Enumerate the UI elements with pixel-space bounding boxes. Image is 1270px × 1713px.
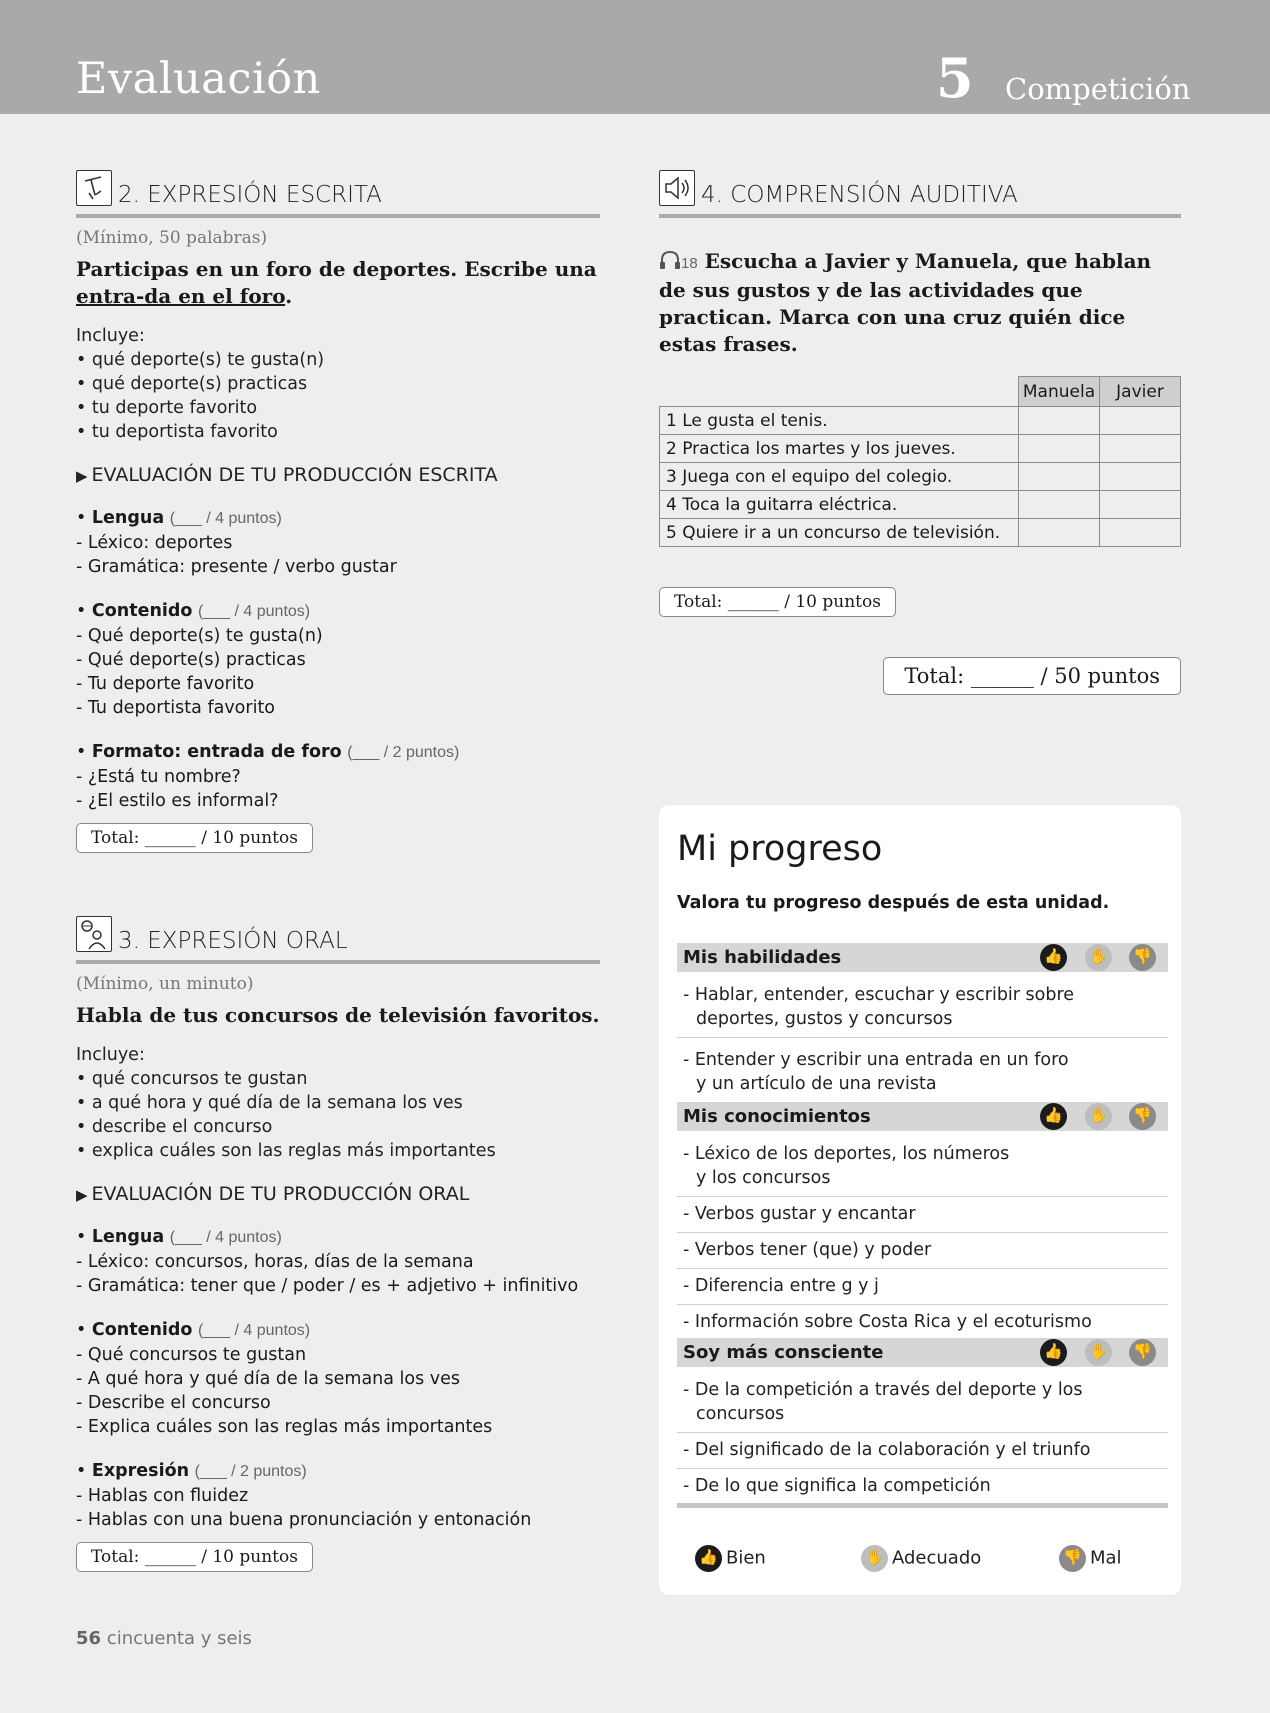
table-row (660, 407, 1181, 435)
criterion-line: - Gramática: tener que / poder / es + adjetivo + infinitivo (76, 1276, 579, 1296)
band-habilidades (677, 943, 1168, 972)
item-text: - Verbos tener (que) y poder (683, 1240, 932, 1260)
checkbox-cell-javier[interactable] (1100, 407, 1181, 435)
criterion-line: - Léxico: deportes (76, 533, 233, 553)
item-text: - De lo que significa la competición (683, 1476, 991, 1496)
table-corner (660, 377, 1019, 407)
band-consciente (677, 1338, 1168, 1367)
play-triangle-icon: ▶ (76, 1186, 88, 1204)
progress-panel (659, 805, 1181, 1595)
column-header-manuela: Manuela (1019, 377, 1100, 407)
legend-label: Mal (1090, 1547, 1122, 1569)
criterion-points: (___ / 2 puntos) (194, 1463, 307, 1480)
evaluation-title: EVALUACIÓN DE TU PRODUCCIÓN ESCRITA (91, 464, 498, 486)
checkbox-cell-manuela[interactable] (1019, 491, 1100, 519)
list-item: • tu deporte favorito (76, 396, 600, 420)
play-triangle-icon: ▶ (76, 467, 88, 485)
speaking-people-icon (76, 916, 112, 952)
item-text: y un artículo de una revista (696, 1074, 937, 1094)
checkbox-cell-manuela[interactable] (1019, 407, 1100, 435)
band-label: Mis habilidades (683, 947, 842, 968)
prompt-text: Escucha a Javier y Manuela, que hablan de sus gustos y de las actividades que practican. Marca con una cruz quién dice estas frases. (659, 249, 1152, 356)
item-text: - Diferencia entre g y j (683, 1276, 879, 1296)
prompt-underlined: entra-da en el foro (76, 284, 286, 308)
prompt-end: . (285, 284, 293, 308)
speaker-icon (659, 170, 695, 206)
divider (677, 1232, 1168, 1233)
criterion-line: - ¿Está tu nombre? (76, 767, 241, 787)
section-comprension-auditiva (659, 170, 1181, 695)
list-item: • explica cuáles son las reglas más importantes (76, 1139, 600, 1163)
criterion-line: - Hablas con fluidez (76, 1486, 249, 1506)
thumb-sideways-icon[interactable]: ✋ (1085, 1339, 1112, 1366)
thumb-sideways-icon[interactable]: ✋ (1085, 944, 1112, 971)
criterion-line: - Qué concursos te gustan (76, 1345, 307, 1365)
thumb-down-icon: 👎 (1059, 1545, 1086, 1572)
list-item (677, 1378, 1168, 1426)
row-sentence: 2 Practica los martes y los jueves. (660, 435, 1019, 463)
criterion-lengua: • Lengua (___ / 4 puntos) - Léxico: deportes - Gramática: presente / verbo gustar (76, 506, 600, 579)
legend-label: Adecuado (892, 1547, 982, 1569)
thumb-up-icon[interactable]: 👍 (1040, 1103, 1067, 1130)
band-label: Mis conocimientos (683, 1106, 871, 1127)
criterion-line: - Qué deporte(s) te gusta(n) (76, 626, 323, 646)
divider (677, 1304, 1168, 1305)
list-item (677, 1048, 1168, 1096)
section-title: 4. COMPRENSIÓN AUDITIVA (701, 182, 1018, 208)
legend-adecuado (861, 1545, 981, 1572)
list-item (677, 1474, 1168, 1498)
criterion-points: (___ / 4 puntos) (198, 603, 311, 620)
table-row (660, 491, 1181, 519)
prompt-text: Participas en un foro de deportes. Escribe una (76, 257, 597, 281)
item-text: - Léxico de los deportes, los números (683, 1144, 1010, 1164)
list-item (677, 1238, 1168, 1262)
thumb-up-icon[interactable]: 👍 (1040, 1339, 1067, 1366)
criterion-label: Contenido (91, 1320, 193, 1340)
list-item (677, 983, 1168, 1031)
criterion-line: - Hablas con una buena pronunciación y entonación (76, 1510, 532, 1530)
criterion-line: - Gramática: presente / verbo gustar (76, 557, 397, 577)
band-label: Soy más consciente (683, 1342, 884, 1363)
item-text: - Entender y escribir una entrada en un foro (683, 1050, 1069, 1070)
section-header (76, 916, 600, 964)
writing-hand-icon (76, 170, 112, 206)
band-conocimientos (677, 1102, 1168, 1131)
list-item (677, 1274, 1168, 1298)
table-row (660, 463, 1181, 491)
row-sentence: 1 Le gusta el tenis. (660, 407, 1019, 435)
list-item (677, 1310, 1168, 1334)
criterion-line: - A qué hora y qué día de la semana los ves (76, 1369, 461, 1389)
criterion-line: - Explica cuáles son las reglas más importantes (76, 1417, 493, 1437)
task-prompt: Habla de tus concursos de televisión favoritos. (76, 1003, 600, 1027)
grand-total-box: Total: ______ / 50 puntos (883, 657, 1181, 695)
column-header-javier: Javier (1100, 377, 1181, 407)
criterion-line: - Describe el concurso (76, 1393, 271, 1413)
list-item (677, 1202, 1168, 1226)
minimum-note: (Mínimo, 50 palabras) (76, 228, 268, 248)
criterion-points: (___ / 4 puntos) (169, 510, 282, 527)
headphones-icon (659, 250, 681, 277)
list-item: • qué concursos te gustan (76, 1067, 600, 1091)
total-box: Total: ______ / 10 puntos (76, 823, 313, 853)
thumb-up-icon[interactable]: 👍 (1040, 944, 1067, 971)
thumb-sideways-icon[interactable]: ✋ (1085, 1103, 1112, 1130)
table-row (660, 435, 1181, 463)
criterion-points: (___ / 4 puntos) (169, 1229, 282, 1246)
row-sentence: 5 Quiere ir a un concurso de televisión. (660, 519, 1019, 547)
table-row (660, 519, 1181, 547)
criterion-expresion: • Expresión (___ / 2 puntos) - Hablas con fluidez - Hablas con una buena pronunciación y entonación (76, 1459, 600, 1532)
thumb-down-icon[interactable]: 👎 (1129, 1339, 1156, 1366)
task-prompt (659, 248, 1181, 358)
criterion-label: Lengua (91, 1227, 165, 1247)
checkbox-cell-manuela[interactable] (1019, 463, 1100, 491)
item-text: - Del significado de la colaboración y el triunfo (683, 1440, 1091, 1460)
unit-number: 5 (936, 46, 974, 110)
evaluation-heading (76, 464, 600, 486)
progress-title: Mi progreso (677, 829, 883, 869)
criterion-label: Formato: entrada de foro (91, 742, 342, 762)
section-title: 3. EXPRESIÓN ORAL (118, 928, 348, 954)
list-item (677, 1142, 1168, 1190)
criterion-lengua: • Lengua (___ / 4 puntos) - Léxico: concursos, horas, días de la semana - Gramática: tener que / poder / es + adjetivo + infinitivo (76, 1225, 600, 1298)
item-text: concursos (696, 1404, 785, 1424)
page-number-words: cincuenta y seis (106, 1628, 252, 1649)
unit-name: Competición (1005, 72, 1191, 106)
criterion-line: - Léxico: concursos, horas, días de la semana (76, 1252, 474, 1272)
list-item: • a qué hora y qué día de la semana los ves (76, 1091, 600, 1115)
list-item: • describe el concurso (76, 1115, 600, 1139)
item-text: - Información sobre Costa Rica y el ecoturismo (683, 1312, 1092, 1332)
criterion-line: - ¿El estilo es informal? (76, 791, 279, 811)
criterion-line: - Qué deporte(s) practicas (76, 650, 306, 670)
grand-total-wrap (659, 647, 1181, 695)
list-item: • qué deporte(s) te gusta(n) (76, 348, 600, 372)
checkbox-cell-javier[interactable] (1100, 519, 1181, 547)
row-sentence: 4 Toca la guitarra eléctrica. (660, 491, 1019, 519)
page-number: 56 (76, 1628, 102, 1649)
incluye-label: Incluye: (76, 1045, 145, 1065)
divider (677, 1468, 1168, 1469)
item-text: - Hablar, entender, escuchar y escribir sobre (683, 985, 1075, 1005)
thumb-down-icon[interactable]: 👎 (1129, 1103, 1156, 1130)
checkbox-cell-javier[interactable] (1100, 491, 1181, 519)
thumb-up-icon: 👍 (695, 1545, 722, 1572)
list-item: • qué deporte(s) practicas (76, 372, 600, 396)
thumb-sideways-icon: ✋ (861, 1545, 888, 1572)
section-expresion-oral (76, 916, 600, 1572)
item-text: - Verbos gustar y encantar (683, 1204, 916, 1224)
answer-table (659, 376, 1181, 547)
row-sentence: 3 Juega con el equipo del colegio. (660, 463, 1019, 491)
criterion-label: Lengua (91, 508, 165, 528)
evaluation-heading (76, 1183, 600, 1205)
item-text: y los concursos (696, 1168, 831, 1188)
criterion-points: (___ / 4 puntos) (198, 1322, 311, 1339)
criterion-label: Contenido (91, 601, 193, 621)
page-header (0, 0, 1270, 114)
section-expresion-escrita (76, 170, 600, 853)
criterion-line: - Tu deporte favorito (76, 674, 255, 694)
criterion-contenido: • Contenido (___ / 4 puntos) - Qué concursos te gustan - A qué hora y qué día de la semana los ves - Describe el concurso - Explica cuáles son las reglas más importantes (76, 1318, 600, 1439)
track-number: 18 (681, 255, 698, 272)
criterion-line: - Tu deportista favorito (76, 698, 276, 718)
list-item (677, 1438, 1168, 1462)
list-item: • tu deportista favorito (76, 420, 600, 444)
checkbox-cell-javier[interactable] (1100, 435, 1181, 463)
section-title: 2. EXPRESIÓN ESCRITA (118, 182, 382, 208)
section-header (659, 170, 1181, 218)
progress-subtitle: Valora tu progreso después de esta unidad. (677, 893, 1110, 913)
minimum-note: (Mínimo, un minuto) (76, 974, 254, 994)
legend-mal (1059, 1545, 1122, 1572)
task-prompt (76, 256, 600, 310)
legend-bien (695, 1545, 766, 1572)
evaluation-title: EVALUACIÓN DE TU PRODUCCIÓN ORAL (91, 1183, 470, 1205)
page-title: Evaluación (76, 54, 321, 104)
total-box: Total: ______ / 10 puntos (76, 1542, 313, 1572)
item-text: deportes, gustos y concursos (696, 1009, 953, 1029)
divider (677, 1037, 1168, 1038)
checkbox-cell-manuela[interactable] (1019, 519, 1100, 547)
legend-label: Bien (726, 1547, 766, 1569)
bottom-rule (677, 1503, 1168, 1508)
criterion-contenido: • Contenido (___ / 4 puntos) - Qué deporte(s) te gusta(n) - Qué deporte(s) practicas - Tu deporte favorito - Tu deportista favorito (76, 599, 600, 720)
total-box: Total: ______ / 10 puntos (659, 587, 896, 617)
incluye-label: Incluye: (76, 326, 145, 346)
criterion-points: (___ / 2 puntos) (347, 744, 460, 761)
page-footer (76, 1628, 252, 1649)
thumb-down-icon[interactable]: 👎 (1129, 944, 1156, 971)
checkbox-cell-manuela[interactable] (1019, 435, 1100, 463)
item-text: - De la competición a través del deporte y los (683, 1380, 1083, 1400)
section-header (76, 170, 600, 218)
divider (677, 1268, 1168, 1269)
criterion-formato: • Formato: entrada de foro (___ / 2 puntos) - ¿Está tu nombre? - ¿El estilo es informal? (76, 740, 600, 813)
criterion-label: Expresión (91, 1461, 190, 1481)
divider (677, 1196, 1168, 1197)
checkbox-cell-javier[interactable] (1100, 463, 1181, 491)
divider (677, 1432, 1168, 1433)
